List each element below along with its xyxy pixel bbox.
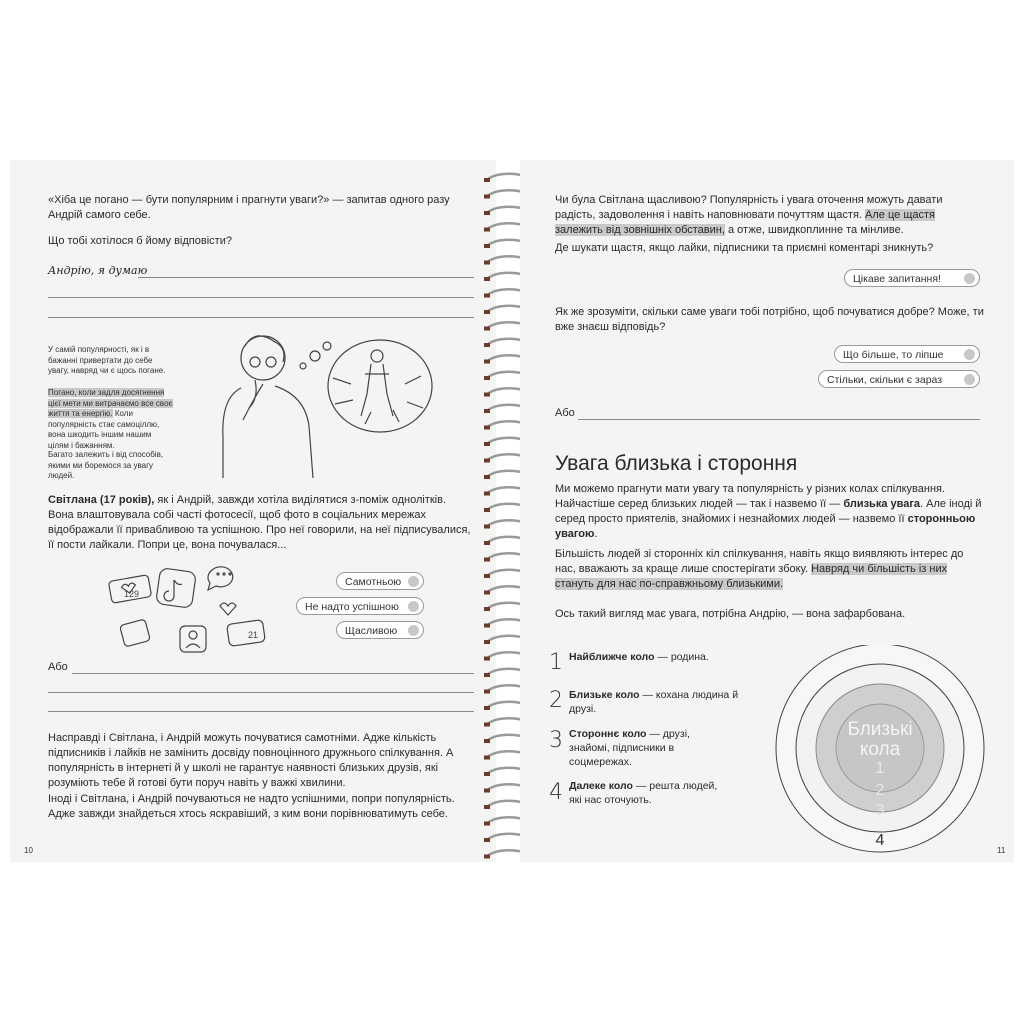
binding-hole — [484, 310, 490, 314]
radio-dot-icon[interactable] — [964, 273, 975, 284]
ring-desc-4: — решта людей, які нас оточують. — [569, 780, 718, 806]
heart-icon — [220, 603, 236, 615]
binding-hole — [484, 244, 490, 248]
side-note-2 — [48, 388, 173, 451]
right-p3-plain: Більшість людей зі сторонніх кіл спілкування, навіть якщо виявляють інтерес до нас, вважають за краще лише спостерігати збоку. — [555, 548, 964, 575]
or-line-right[interactable] — [578, 419, 980, 420]
circle-num-2: 2 — [875, 782, 885, 799]
option-lonely[interactable] — [336, 572, 424, 590]
ring-desc-3: — друзі, знайомі, підписники в соцмережах. — [569, 728, 690, 768]
binding-hole — [484, 492, 490, 496]
binding-hole — [484, 294, 490, 298]
binding-hole — [484, 261, 490, 265]
radio-dot-icon[interactable] — [408, 625, 419, 636]
ring-item-2 — [569, 688, 739, 716]
bookmark-icon — [120, 619, 151, 647]
binding-hole — [484, 426, 490, 430]
binding-hole — [484, 558, 490, 562]
binding-hole — [484, 673, 490, 677]
binding-hole — [484, 607, 490, 611]
binding-hole — [484, 541, 490, 545]
radio-dot-icon[interactable] — [408, 576, 419, 587]
like-count-label: 129 — [124, 589, 140, 599]
binding-hole — [484, 525, 490, 529]
ring-number-2: 2 — [549, 688, 563, 713]
option-more-better[interactable] — [834, 345, 980, 363]
binding-hole — [484, 508, 490, 512]
ring-desc-2: — кохана людина й друзі. — [569, 689, 739, 715]
side-note-1: У самій популярності, як і в бажанні привертати до себе увагу, навряд чи є щось погане. — [48, 345, 166, 375]
binding-hole — [484, 360, 490, 364]
right-p3-highlight: Навряд чи більшість із них стануть для нас по-справжньому близькими. — [555, 563, 948, 590]
ring-number-4: 4 — [549, 780, 563, 805]
circle-num-4: 4 — [875, 832, 885, 849]
ring-title-1: Найближче коло — [569, 651, 655, 663]
binding-hole — [484, 376, 490, 380]
option-as-much-label: Стільки, скільки є зараз — [827, 374, 943, 386]
right-question-1: Де шукати щастя, якщо лайки, підписники та приємні коментарі зникнуть? — [555, 242, 934, 254]
svitlana-description: як і Андрій, завжди хотіла виділятися з-поміж однолітків. Вона влаштовувала собі часті фотосесії, щоб фото в соціальних мережах відображали її привабливою та успішною. Про неї говорили, на неї підписувалися, її пости лайкали. Попри це, вона почувалася... — [48, 494, 471, 551]
answer-line-2[interactable] — [48, 297, 474, 298]
right-paragraph-3 — [555, 547, 985, 592]
tiktok-icon — [156, 568, 197, 609]
ring-title-4: Далеке коло — [569, 780, 633, 792]
handwritten-answer: Андрію, я думаю — [48, 264, 148, 277]
binding-hole — [484, 591, 490, 595]
right-p1-plain: Чи була Світлана щасливою? Популярність і увага оточення можуть давати радість, задоволення і навіть наповнювати почуттям щастя. — [555, 194, 943, 221]
binding-hole — [484, 277, 490, 281]
or-label-right: Або — [555, 407, 575, 419]
binding-hole — [484, 756, 490, 760]
binding-hole — [484, 739, 490, 743]
ring-desc-1: — родина. — [654, 651, 709, 663]
binding-hole — [484, 393, 490, 397]
chat-bubble-icon — [208, 567, 233, 590]
ring-item-1 — [569, 650, 739, 664]
right-p1-highlight: Але це щастя залежить від зовнішніх обставин, — [555, 209, 935, 236]
thinking-person-illustration — [215, 328, 455, 488]
circle-label: Близькі кола — [847, 719, 913, 760]
section-heading: Увага близька і стороння — [555, 452, 798, 475]
binding-hole — [484, 442, 490, 446]
binding-hole — [484, 805, 490, 809]
option-as-much-as-now[interactable] — [818, 370, 980, 388]
side-note-2-highlight: Погано, коли задля досягнення цієї мети ми витрачаємо все своє життя та енергію. — [48, 388, 173, 418]
binding-hole — [484, 723, 490, 727]
binding-hole — [484, 475, 490, 479]
binding-hole — [484, 178, 490, 182]
option-lonely-label: Самотньою — [345, 576, 402, 588]
binding-hole — [484, 838, 490, 842]
attention-circles-diagram — [770, 645, 990, 855]
option-not-successful-label: Не надто успішною — [305, 601, 399, 613]
option-interesting-question[interactable] — [844, 269, 980, 287]
paragraph-2: Іноді і Світлана, і Андрій почуваються не надто успішними, попри популярність. Адже завжди знайдеться хтось яскравіший, з ким вони порівнюватимуть себе. — [48, 793, 455, 820]
binding-hole — [484, 640, 490, 644]
radio-dot-icon[interactable] — [408, 601, 419, 612]
intro-text: «Хіба це погано — бути популярним і прагнути уваги?» — запитав одного разу Андрій самого себе. — [48, 194, 450, 221]
answer-line-3[interactable] — [48, 317, 474, 318]
option-more-better-label: Що більше, то ліпше — [843, 349, 944, 361]
binding-hole — [484, 772, 490, 776]
ring-title-2: Близьке коло — [569, 689, 640, 701]
option-not-successful[interactable] — [296, 597, 424, 615]
page-number-right: 11 — [997, 846, 1006, 855]
binding-hole — [484, 409, 490, 413]
option-happy-label: Щасливою — [345, 625, 398, 637]
binding-hole — [484, 822, 490, 826]
ring-number-3: 3 — [549, 728, 563, 753]
binding-hole — [484, 624, 490, 628]
social-icons-illustration — [100, 550, 275, 660]
right-question-2: Як же зрозуміти, скільки саме уваги тобі потрібно, щоб почуватися добре? Може, ти вже знаєш відповідь? — [555, 306, 984, 333]
side-note-2-rest: Коли популярність стає самоціллю, вона шкодить іншим нашим цілям і бажанням. — [48, 409, 160, 450]
question-text: Що тобі хотілося б йому відповісти? — [48, 235, 232, 247]
right-paragraph-1 — [555, 193, 985, 238]
circle-num-1: 1 — [875, 760, 885, 777]
binding-hole — [484, 459, 490, 463]
right-paragraph-4: Ось такий вигляд має увага, потрібна Андрію, — вона зафарбована. — [555, 608, 906, 620]
ring-item-4 — [569, 779, 729, 807]
binding-hole — [484, 789, 490, 793]
outside-attention-term: сторонньою увагою — [555, 513, 976, 540]
binding-hole — [484, 195, 490, 199]
right-p2-e: . — [594, 528, 598, 540]
right-p1-end: а отже, швидкоплинне та мінливе. — [724, 224, 904, 236]
ring-title-3: Стороннє коло — [569, 728, 647, 740]
right-p2-c: . Але іноді й серед просто приятелів, знайомих і незнайомих людей — назвемо її — [555, 498, 982, 525]
binding-hole — [484, 657, 490, 661]
option-interesting-label: Цікаве запитання! — [853, 273, 941, 285]
or-line-3[interactable] — [48, 711, 474, 712]
binding-hole — [484, 690, 490, 694]
answer-line-1[interactable] — [138, 277, 474, 278]
follow-count-label: 21 — [248, 630, 259, 640]
right-p2-a: Ми можемо прагнути мати увагу та популярність у різних колах спілкування. Найчастіше серед близьких людей — так і назвемо її — — [555, 483, 946, 510]
circle-num-3: 3 — [875, 802, 885, 819]
page-number-left: 10 — [24, 846, 33, 855]
binding-hole — [484, 574, 490, 578]
svitlana-text — [48, 493, 473, 553]
binding-hole — [484, 855, 490, 859]
or-line-1[interactable] — [72, 673, 474, 674]
side-note-3: Багато залежить і від способів, якими ми боремося за увагу людей. — [48, 450, 164, 480]
binding-hole — [484, 343, 490, 347]
ring-item-3 — [569, 727, 729, 769]
paragraph-1: Насправді і Світлана, і Андрій можуть почуватися самотніми. Адже кількість підписників і лайків не замінить досвіду повноцінного дружнього спілкування. А популярність в інтернеті й у школі не гарантує наявності близьких друзів, які розуміють тебе й готові бути поруч навіть у важкі хвилини. — [48, 732, 454, 789]
option-happy[interactable] — [336, 621, 424, 639]
radio-dot-icon[interactable] — [964, 349, 975, 360]
or-label-left: Або — [48, 661, 68, 673]
binding-hole — [484, 228, 490, 232]
radio-dot-icon[interactable] — [964, 374, 975, 385]
binding-hole — [484, 706, 490, 710]
binding-hole — [484, 327, 490, 331]
close-attention-term: близька увага — [843, 498, 921, 510]
binding-hole — [484, 211, 490, 215]
ring-number-1: 1 — [549, 650, 563, 675]
or-line-2[interactable] — [48, 692, 474, 693]
svitlana-name: Світлана (17 років), — [48, 494, 155, 506]
right-paragraph-2 — [555, 482, 985, 542]
